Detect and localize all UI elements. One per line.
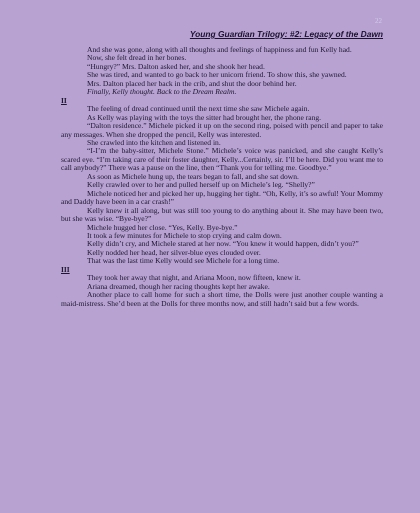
paragraph: “Hungry?” Mrs. Dalton asked her, and she shook her head. [87, 61, 265, 71]
paragraph: Now, she felt dread in her bones. [87, 53, 187, 63]
page-body [61, 46, 383, 308]
paragraph: Mrs. Dalton placed her back in the crib, and shut the door behind her. [87, 78, 297, 88]
paragraph: Michele hugged her close. “Yes, Kelly. Bye-bye.” [87, 222, 238, 232]
paragraph: Kelly knew it all along, but was still too young to do anything about it. She may have been two, but she was wise. “Bye-bye?” [61, 205, 383, 224]
paragraph: The feeling of dread continued until the next time she saw Michele again. [87, 104, 310, 114]
section-numeral: III [61, 264, 70, 274]
paragraph: As soon as Michele hung up, the tears began to fall, and she sat down. [87, 171, 299, 181]
paragraph: Kelly didn’t cry, and Michele stared at her now. “You knew it would happen, didn’t you?” [87, 239, 359, 249]
paragraph: “Dalton residence.” Michele picked it up on the second ring, poised with pencil and paper to take any messages. When she dropped the pencil, Kelly was interested. [61, 121, 383, 139]
paragraph: It took a few minutes for Michele to stop crying and calm down. [87, 230, 282, 240]
paragraph: She crawled into the kitchen and listened in. [87, 137, 221, 147]
section-numeral: II [61, 95, 67, 105]
paragraph: Ariana dreamed, though her racing thoughts kept her awake. [87, 281, 270, 291]
paragraph: And she was gone, along with all thoughts and feelings of happiness and fun Kelly had. [87, 45, 352, 54]
paragraph: Another place to call home for such a short time, the Dolls were just another couple wanting a maid-mistress. She’d been at the Dolls for three months now, and still hadn’t said but a few words. [61, 290, 383, 308]
paragraph: That was the last time Kelly would see Michele for a long time. [87, 256, 280, 266]
paragraph: As Kelly was playing with the toys the sitter had brought her, the phone rang. [87, 112, 322, 122]
paragraph: Finally, Kelly thought. Back to the Dream Realm. [87, 87, 237, 97]
page-number: 22 [375, 17, 382, 25]
paragraph: They took her away that night, and Ariana Moon, now fifteen, knew it. [87, 273, 301, 283]
paragraph: Kelly crawled over to her and pulled herself up on Michele’s leg. “Shelly?” [87, 180, 315, 190]
running-title: Young Guardian Trilogy: #2: Legacy of the Dawn [189, 29, 383, 39]
paragraph: “I-I’m the baby-sitter, Michele Stone.” Michele’s voice was panicked, and she caught Kelly’s scared eye. “I’m taking care of their foster daughter, Kelly...Certainly, sir. I’ll be here. Did you want me to call anybody?” There was a pause on the line, then “Thank you for telling me. Goodbye.” [61, 146, 383, 173]
paragraph: Michele noticed her and picked her up, hugging her tight. “Oh, Kelly, it’s so awful! Your Mommy and Daddy have been in a car crash!” [61, 188, 383, 207]
paragraph: Kelly nodded her head, her silver-blue eyes clouded over. [87, 247, 261, 257]
paragraph: She was tired, and wanted to go back to her unicorn friend. To show this, she yawned. [87, 70, 347, 80]
